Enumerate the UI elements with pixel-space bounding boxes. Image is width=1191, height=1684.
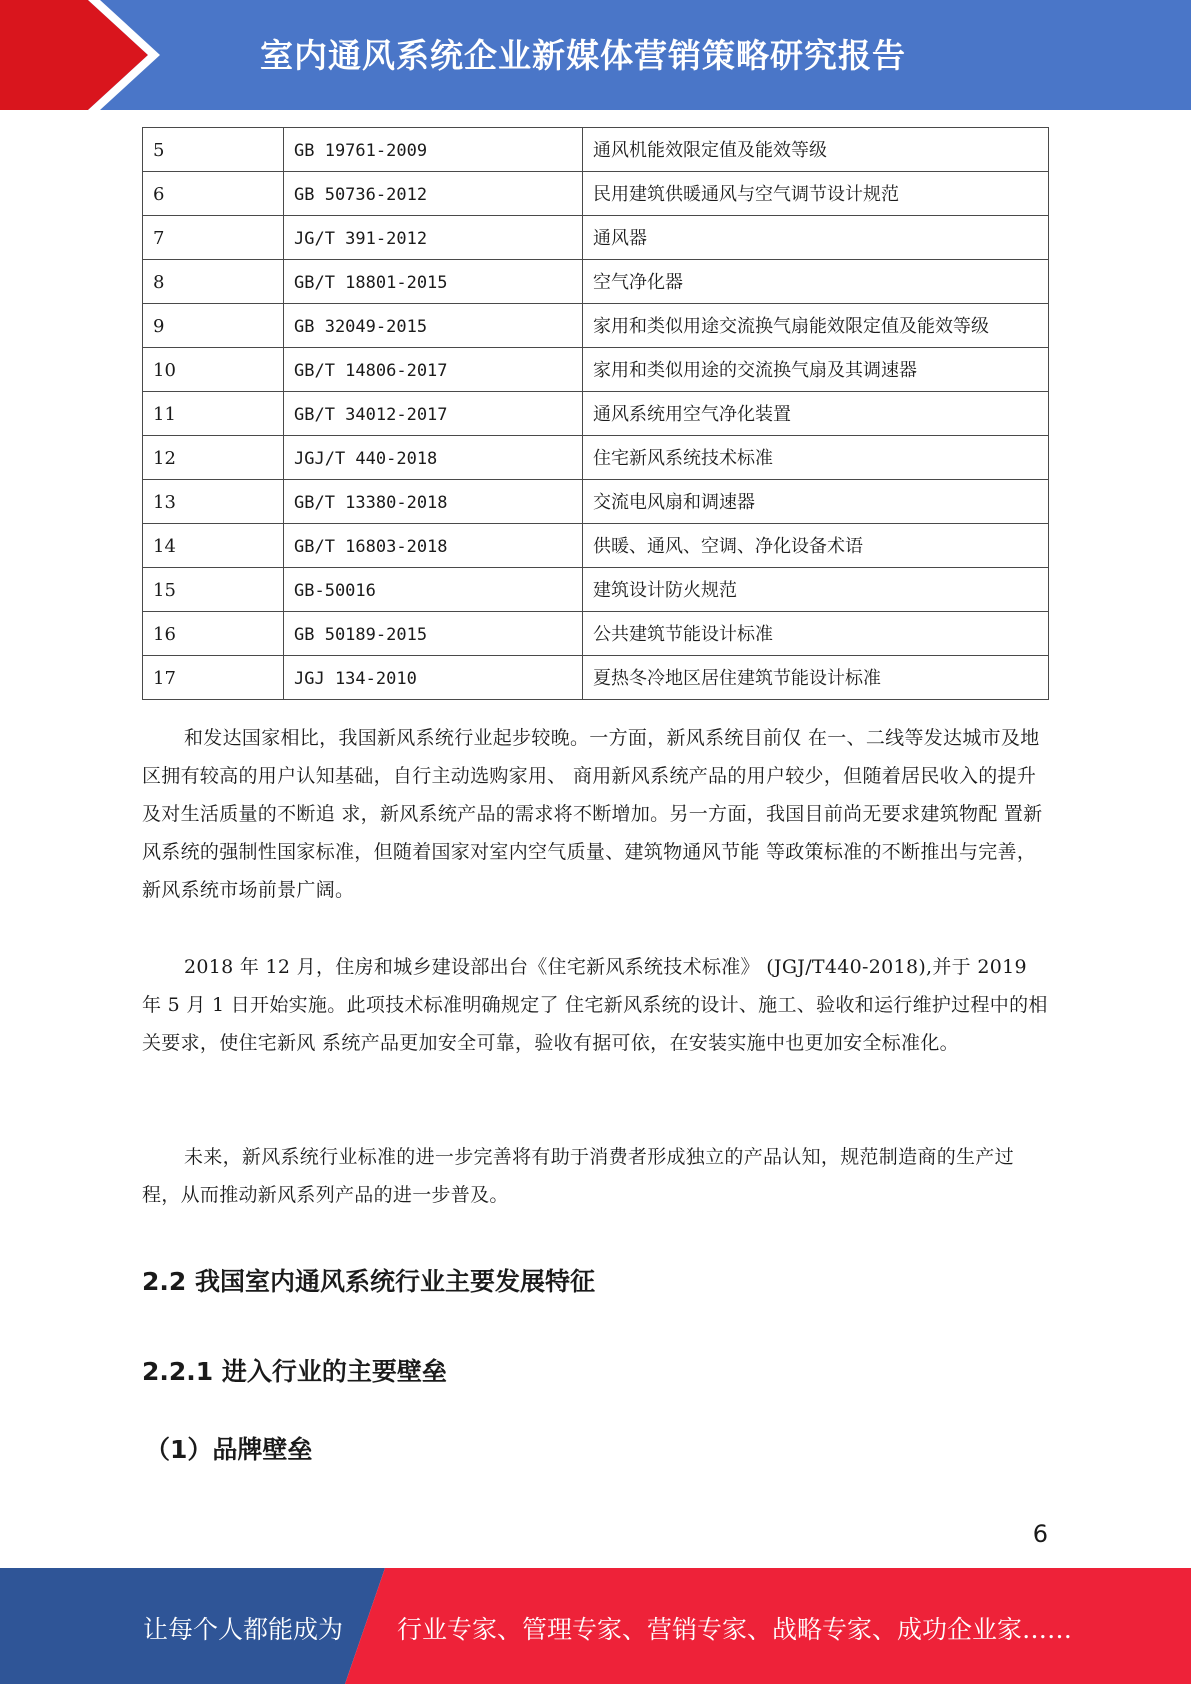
standard-number-cell: 8 (143, 260, 284, 304)
standard-name-cell: 通风器 (583, 216, 1049, 260)
standard-number-cell: 13 (143, 480, 284, 524)
standard-code-cell: GB/T 14806-2017 (284, 348, 583, 392)
standard-code-cell: JG/T 391-2012 (284, 216, 583, 260)
standard-name-cell: 住宅新风系统技术标准 (583, 436, 1049, 480)
table-row (143, 392, 1049, 436)
report-title: 室内通风系统企业新媒体营销策略研究报告 (260, 36, 906, 75)
table-row (143, 524, 1049, 568)
standard-code-cell: JGJ 134-2010 (284, 656, 583, 700)
table-row (143, 304, 1049, 348)
paragraph-future-outlook: 未来，新风系统行业标准的进一步完善将有助于消费者形成独立的产品认知，规范制造商的生产过程，从而推动新风系列产品的进一步普及。 (142, 1146, 1014, 1206)
standard-number-cell: 14 (143, 524, 284, 568)
standard-name-cell: 家用和类似用途交流换气扇能效限定值及能效等级 (583, 304, 1049, 348)
standard-code-cell: GB/T 16803-2018 (284, 524, 583, 568)
section-heading-2-2: 2.2 我国室内通风系统行业主要发展特征 (142, 1267, 595, 1296)
paragraph-standard-release: 2018 年 12 月，住房和城乡建设部出台《住宅新风系统技术标准》 (JGJ/T440-2018),并于 2019 年 5 月 1 日开始实施。此项技术标准明确规定了 住宅新风系统的设计、施工、验收和运行维护过程中的相关要求，使住宅新风 系统产品更加安全可靠，验收有据可依，在安装实施中也更加安全标准化。 (142, 956, 1048, 1054)
standard-number-cell: 12 (143, 436, 284, 480)
standard-code-cell: GB 19761-2009 (284, 128, 583, 172)
table-row (143, 436, 1049, 480)
standard-code-cell: GB/T 18801-2015 (284, 260, 583, 304)
table-row (143, 612, 1049, 656)
standard-number-cell: 11 (143, 392, 284, 436)
standard-number-cell: 7 (143, 216, 284, 260)
page-footer (0, 1568, 1191, 1684)
standard-name-cell: 建筑设计防火规范 (583, 568, 1049, 612)
standard-code-cell: GB/T 13380-2018 (284, 480, 583, 524)
standard-number-cell: 10 (143, 348, 284, 392)
standard-number-cell: 5 (143, 128, 284, 172)
standards-table (142, 127, 1049, 700)
standard-number-cell: 15 (143, 568, 284, 612)
standard-name-cell: 民用建筑供暖通风与空气调节设计规范 (583, 172, 1049, 216)
table-row (143, 480, 1049, 524)
table-row (143, 260, 1049, 304)
standard-name-cell: 夏热冬冷地区居住建筑节能设计标准 (583, 656, 1049, 700)
table-row (143, 656, 1049, 700)
standard-number-cell: 17 (143, 656, 284, 700)
standard-code-cell: GB 50736-2012 (284, 172, 583, 216)
standard-number-cell: 9 (143, 304, 284, 348)
standard-name-cell: 空气净化器 (583, 260, 1049, 304)
table-row (143, 128, 1049, 172)
standard-name-cell: 供暖、通风、空调、净化设备术语 (583, 524, 1049, 568)
header-chevron-decoration (0, 0, 160, 110)
standard-name-cell: 通风系统用空气净化装置 (583, 392, 1049, 436)
section-heading-2-2-1: 2.2.1 进入行业的主要壁垒 (142, 1357, 447, 1386)
standard-name-cell: 公共建筑节能设计标准 (583, 612, 1049, 656)
standard-name-cell: 通风机能效限定值及能效等级 (583, 128, 1049, 172)
footer-slogan-left: 让每个人都能成为 (143, 1615, 344, 1644)
standard-code-cell: GB 50189-2015 (284, 612, 583, 656)
standard-number-cell: 6 (143, 172, 284, 216)
standard-name-cell: 家用和类似用途的交流换气扇及其调速器 (583, 348, 1049, 392)
standard-code-cell: GB 32049-2015 (284, 304, 583, 348)
standard-number-cell: 16 (143, 612, 284, 656)
standard-code-cell: JGJ/T 440-2018 (284, 436, 583, 480)
table-row (143, 348, 1049, 392)
standard-name-cell: 交流电风扇和调速器 (583, 480, 1049, 524)
subsection-heading-brand: （1）品牌壁垒 (145, 1435, 313, 1464)
paragraph-industry-start: 和发达国家相比，我国新风系统行业起步较晚。一方面，新风系统目前仅 在一、二线等发达城市及地区拥有较高的用户认知基础，自行主动选购家用、 商用新风系统产品的用户较少，但随着居民收入的提升及对生活质量的不断追 求，新风系统产品的需求将不断增加。另一方面，我国目前尚无要求建筑物配 置新风系统的强制性国家标准，但随着国家对室内空气质量、建筑物通风节能 等政策标准的不断推出与完善，新风系统市场前景广阔。 (142, 727, 1043, 901)
table-row (143, 216, 1049, 260)
footer-slogan-right: 行业专家、管理专家、营销专家、战略专家、成功企业家…… (397, 1615, 1073, 1644)
standard-code-cell: GB/T 34012-2017 (284, 392, 583, 436)
page-number: 6 (1032, 1520, 1048, 1548)
page-header (0, 0, 1191, 110)
table-row (143, 568, 1049, 612)
table-row (143, 172, 1049, 216)
standard-code-cell: GB-50016 (284, 568, 583, 612)
